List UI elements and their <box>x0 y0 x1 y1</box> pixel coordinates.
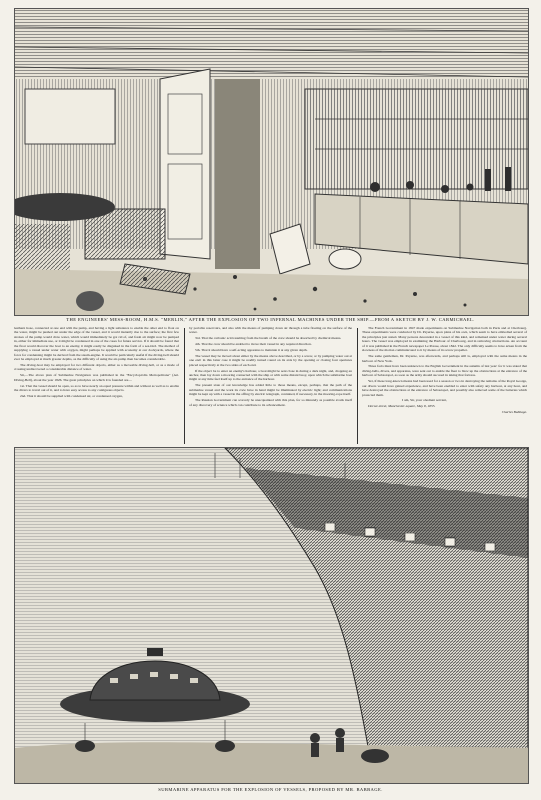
col3-closing: I am, Sir, your obedient servant, <box>402 398 447 403</box>
col2-paragraph: 3rd. That the carbonic acid resulting from the breath of the crew should be absorbed by chemical means. <box>195 336 342 341</box>
col1-paragraph: 2nd. That it should be supplied with condensed air, or condensed oxygen, <box>20 393 123 398</box>
column-divider <box>357 328 358 444</box>
col3-dateline: Dorset-street, Manchester-square, May 8, 1855. <box>368 404 436 409</box>
col3-paragraph: Three facts must have been unknown to the English Government in the autumn of last year: for it was stated that diving-bells, divers, and apparatus, were sent out to enable the fleet to blow up the obstructions at the entrance of the harbour of Sebastopol, as soon as the army should succeed in taking that fortress. <box>362 364 527 378</box>
signature: Charles Babbage. <box>501 410 527 415</box>
col3-paragraph: The French Government in 1847 made experiments on Submarine Navigation both in Paris and at Cherbourg. These experiments were conducted by Dr. Payerne, upon plans of his own, which seem to have embodied several of the principles just stated. Many persons descended in a vessel of this kind, and remained under water during several hours. The vessel was employed in examining the Harbour of Cherbourg, and in removing obstructions. An account of it was published in the French newspaper Le Presse, about 1842. The only difficulty seems to have arisen from the slowness of the motion communicated to it by means of its screw propeller. <box>362 326 527 353</box>
bottom-caption: SUBMARINE APPARATUS FOR THE EXPLOSION OF VESSELS, PROPOSED BY MR. BABBAGE. <box>158 787 383 792</box>
article-column-1 <box>14 326 179 400</box>
col2-paragraph: by portable reservoirs, and also with the means of pumping down air through a tube floating on the surface of the water. <box>189 326 352 335</box>
col2-paragraph: 5th. That it should have a self-acting apparatus to maintain it at any given depth. <box>195 347 308 352</box>
col2-paragraph: The vessel may be moved about either by the means above described, or by a screw, or by pumping water out at one end: in this latter case it might be readily turned round on its axis by the opening or closing four apertures placed respectively at the two sides of each end. <box>189 353 352 367</box>
col1-paragraph: 1st. That the vessel should be open, so as to have nearly an equal pressure within and without as well as to enable the divers to travel out of it, and to have easy access to any contiguous objects. <box>14 383 179 393</box>
column-divider <box>184 328 185 444</box>
submarine-apparatus-engraving <box>14 447 529 784</box>
mess-room-illustration <box>15 9 528 315</box>
mess-room-engraving <box>14 8 529 316</box>
article-column-2 <box>189 326 352 408</box>
col1-paragraph: leathern hose, connected at one end with the pump, and having a light substance to enable the other end to float on the water, might be pushed out under the edge of the vessel, and it would instantly rise to the surface; the first few strokes of the pump would draw water, which would immediately be got rid of, and fresh air might now be pumped in, either for immediate use, or it might be condensed in one of the cases for future service. If it should be found that the float would discover the boat to an enemy, it might easily be disguised in the form of a sea-bird. The method of supplying a vessel under water with oxygen, might perhaps be applied with economy at our dockyards, where the force for condensing might be derived from the steam-engine. It would be particularly useful if the diving-bell should ever be employed at much greater depths, as the difficulty of using the air-pump then becomes considerable. <box>14 326 179 362</box>
submarine-illustration <box>15 448 528 783</box>
col2-paragraph: If the object be to enter an enemy's harbour, a boat might be sent close in during a dark night, and, dropping an anchor, then lay down a mooring connected with the ship or with some distant buoy, upon which the submarine boat might at any time feel itself up to the entrance of the harbour. <box>189 368 352 382</box>
col1-paragraph: Sir,—The above plan of Submarine Navigation was published in the "Encyclopædia Metropolitana" (Art. Diving-Bell), about the year 1826. The great principles on which it is founded are— <box>14 373 179 382</box>
col2-paragraph: 4th. That the crew should be enabled to move their vessel in any required direction. <box>195 342 312 347</box>
article-column-3 <box>362 326 527 416</box>
col3-paragraph: Yet, if these long-known means had been used for a season or two in destroying the remains of the Royal George, our divers would have gained experience, and have been enabled to enter with safety any harbour, at any hour, and have destroyed the obstructions at the entrance of Sebastopol, and possibly also removed some of the batteries which protected them. <box>362 379 527 397</box>
col3-paragraph: The same gentleman, Dr. Payerne, was afterwards, and perhaps still is, employed with the same means in the harbour of New York. <box>362 354 527 363</box>
col1-paragraph: The diving-boat may be employed for two different objects, either as a moveable diving-bell, or as a mode of crossing undiscovered a considerable distance of water. <box>14 363 179 372</box>
top-caption: THE ENGINEERS' MESS-ROOM, H.M.S. "MERLIN," AFTER THE EXPLOSION OF TWO INFERNAL MACHINES UNDER THE SHIP.—FROM A SKETCH BY J. W. CARMICHAEL. <box>66 317 475 322</box>
col2-paragraph: The present state of our knowledge has added little to those means, except, perhaps, that the path of the submarine vessel and the work its crew have in hand might be illuminated by electric light; and communications might be kept up with a vessel in the offing by electric telegraph, contained, if necessary, in the mooring-rope itself. <box>189 383 352 397</box>
col2-paragraph: The Russian Government can scarcely be unacquainted with this plan, for so minutely as possible avails itself of any discovery of science which can contribute to its advancement. <box>189 398 352 407</box>
